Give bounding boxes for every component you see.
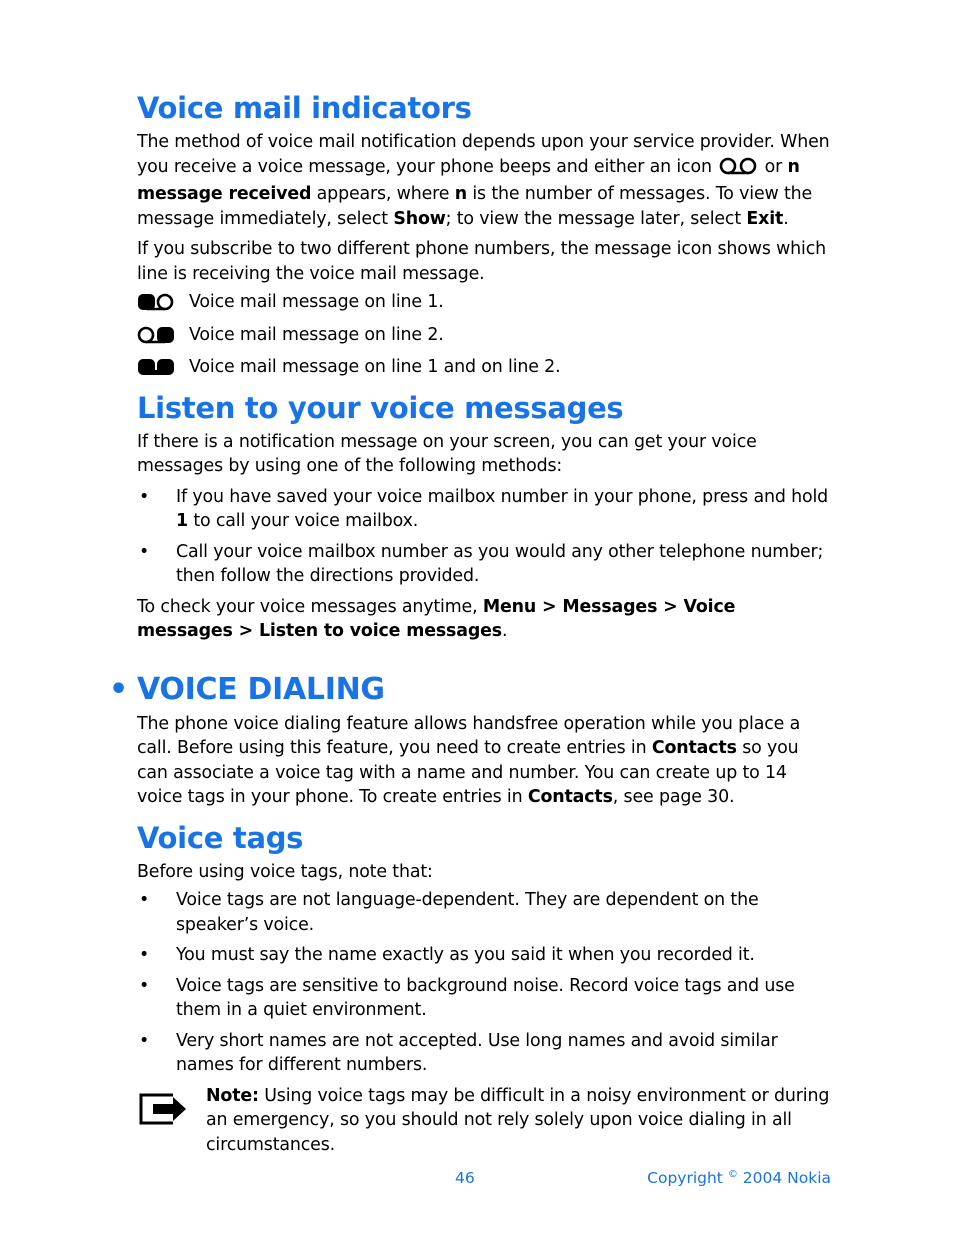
voice-mail-paragraph-1: The method of voice mail notification depends upon your service provider. When you receive a voice message, your phone beeps and either an icon or n message received appears, where n is the number of messages. To view the message immediately, select Show; to view the message later, select Exit. xyxy=(137,132,830,229)
note-block xyxy=(137,1084,832,1158)
heading-bullet: • xyxy=(109,671,128,707)
voice-tags-intro: Before using voice tags, note that: xyxy=(137,861,433,882)
list-item: • Voice tags are not language-dependent. They are dependent on the speaker’s voice. xyxy=(139,890,759,935)
voicemail-icon xyxy=(719,157,757,183)
listen-methods-list xyxy=(137,485,832,589)
icon-label-line1: Voice mail message on line 1. xyxy=(189,292,444,312)
icon-label-line2: Voice mail message on line 2. xyxy=(189,324,444,345)
list-item: • You must say the name exactly as you said it when you recorded it. xyxy=(137,943,832,968)
voice-mail-paragraph-2: If you subscribe to two different phone numbers, the message icon shows which line is receiving the voice mail message. xyxy=(137,239,827,284)
voicemail-line2-icon xyxy=(137,326,189,344)
icon-label-both-lines: Voice mail message on line 1 and on line 2. xyxy=(189,357,561,377)
list-item: • If you have saved your voice mailbox number in your phone, press and hold 1 to call your voice mailbox. xyxy=(139,486,829,531)
icon-row-line2 xyxy=(137,319,832,352)
voice-tags-heading: Voice tags xyxy=(137,820,304,855)
note-icon xyxy=(139,1092,187,1130)
listen-check-paragraph: To check your voice messages anytime, Menu > Messages > Voice messages > Listen to voice messages. xyxy=(137,596,736,641)
bullet-marker: • xyxy=(139,890,150,910)
voicemail-line1-icon xyxy=(137,293,189,311)
voice-tags-list xyxy=(137,888,832,1078)
voice-dialing-paragraph: The phone voice dialing feature allows handsfree operation while you place a call. Before using this feature, you need to create entries in Contacts so you can associate a voice tag with a name and number. You can create up to 14 voice tags in your phone. To create entries in Contacts, see page 30. xyxy=(137,713,801,807)
page-content xyxy=(109,86,832,1157)
listen-intro: If there is a notification message on your screen, you can get your voice messages by using one of the following methods: xyxy=(137,431,757,476)
copyright-notice: Copyright © 2004 Nokia xyxy=(647,1169,831,1188)
icon-row-both-lines xyxy=(137,351,832,384)
bullet-marker: • xyxy=(139,1030,150,1051)
voicemail-both-lines-icon xyxy=(137,358,189,376)
bullet-marker: • xyxy=(139,975,150,996)
list-item: • Very short names are not accepted. Use long names and avoid similar names for different numbers. xyxy=(139,1030,778,1075)
list-item: • Call your voice mailbox number as you would any other telephone number; then follow the directions provided. xyxy=(139,541,824,586)
bullet-marker: • xyxy=(139,945,150,965)
icon-row-line1 xyxy=(137,286,832,319)
voice-mail-indicators-heading: Voice mail indicators xyxy=(137,91,472,125)
page-number: 46 xyxy=(455,1169,475,1187)
listen-heading: Listen to your voice messages xyxy=(137,390,624,425)
bullet-marker: • xyxy=(139,486,150,507)
note-text: Note: Using voice tags may be difficult in a noisy environment or during an emergency, so you should not rely solely upon voice dialing in all circumstances. xyxy=(206,1085,830,1155)
bullet-marker: • xyxy=(139,541,150,562)
list-item: • Voice tags are sensitive to background noise. Record voice tags and use them in a quiet environment. xyxy=(139,975,795,1020)
voice-dialing-heading: • VOICE DIALING xyxy=(137,668,832,712)
